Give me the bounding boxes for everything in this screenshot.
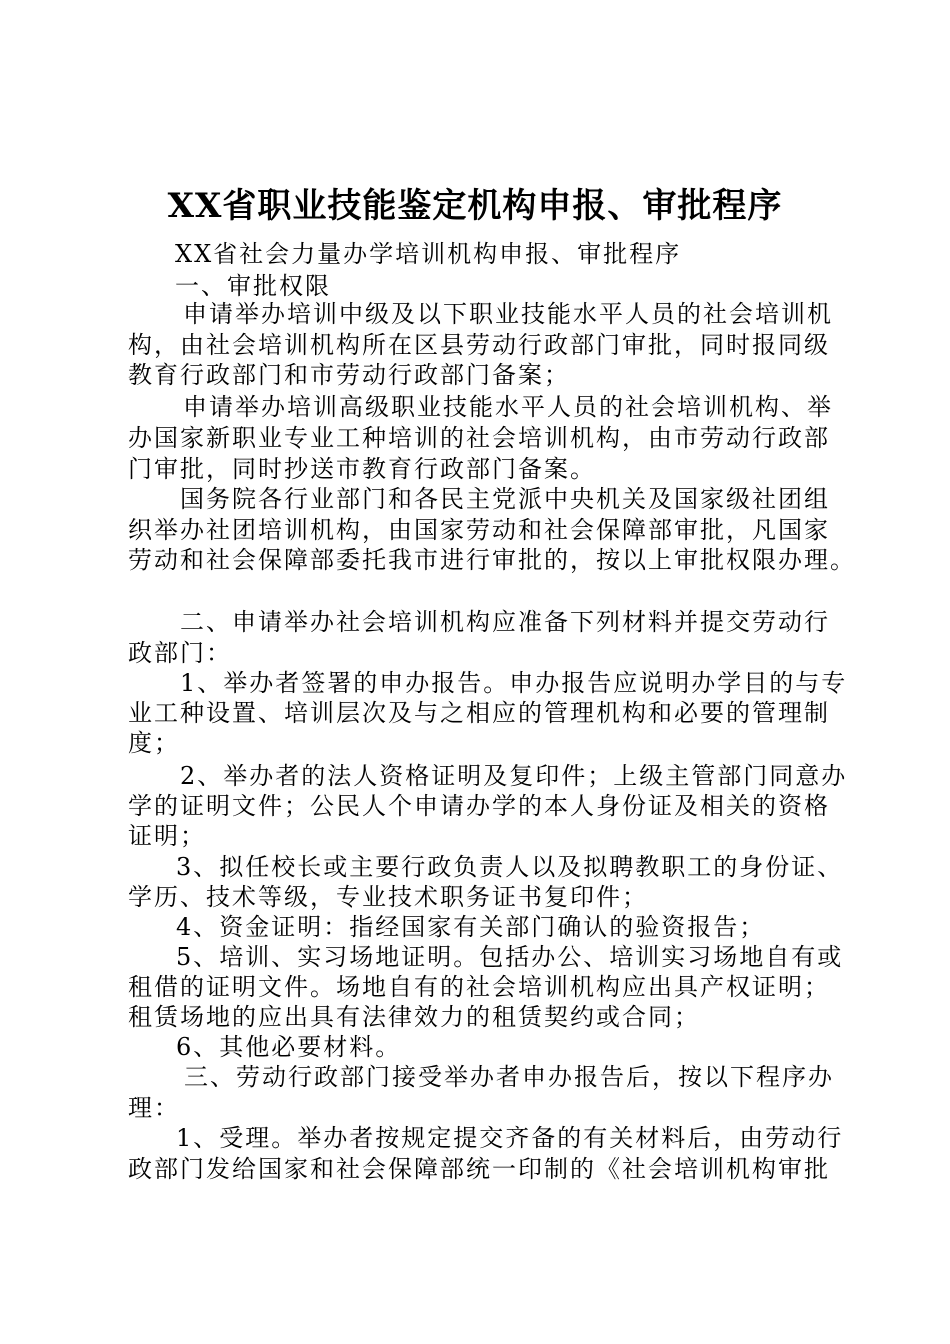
- paragraph-line: 租赁场地的应出具有法律效力的租赁契约或合同；: [128, 1003, 700, 1031]
- paragraph-line: 申请举办培训中级及以下职业技能水平人员的社会培训机: [183, 300, 833, 328]
- subtitle-line: XX省社会力量办学培训机构申报、审批程序: [175, 240, 682, 268]
- list-item: 1、举办者签署的申办报告。申办报告应说明办学目的与专: [180, 669, 848, 697]
- paragraph-line: 教育行政部门和市劳动行政部门备案；: [128, 361, 570, 389]
- list-item: 5、培训、实习场地证明。包括办公、培训实习场地自有或: [176, 943, 844, 971]
- paragraph-line: 构，由社会培训机构所在区县劳动行政部门审批，同时报同级: [128, 331, 830, 359]
- paragraph-line: 理：: [128, 1094, 180, 1122]
- paragraph-line: 证明；: [128, 822, 206, 850]
- section-heading: 二、申请举办社会培训机构应准备下列材料并提交劳动行: [180, 608, 830, 636]
- paragraph-line: 政部门发给国家和社会保障部统一印制的《社会培训机构审批: [128, 1155, 830, 1183]
- paragraph-line: 租借的证明文件。场地自有的社会培训机构应出具产权证明；: [128, 973, 830, 1001]
- paragraph-line: 学历、技术等级，专业技术职务证书复印件；: [128, 883, 648, 911]
- paragraph-line: 政部门：: [128, 639, 232, 667]
- paragraph-line: 学的证明文件；公民人个申请办学的本人身份证及相关的资格: [128, 792, 830, 820]
- paragraph-line: 劳动和社会保障部委托我市进行审批的，按以上审批权限办理。: [128, 546, 856, 574]
- paragraph-line: 门审批，同时抄送市教育行政部门备案。: [128, 455, 596, 483]
- list-item: 1、受理。举办者按规定提交齐备的有关材料后，由劳动行: [176, 1124, 844, 1152]
- paragraph-line: 国务院各行业部门和各民主党派中央机关及国家级社团组: [180, 485, 830, 513]
- section-heading: 一、审批权限: [175, 272, 331, 300]
- document-title: XX省职业技能鉴定机构申报、审批程序: [167, 186, 783, 226]
- list-item: 2、举办者的法人资格证明及复印件；上级主管部门同意办: [180, 762, 848, 790]
- list-item: 3、拟任校长或主要行政负责人以及拟聘教职工的身份证、: [176, 853, 844, 881]
- paragraph-line: 申请举办培训高级职业技能水平人员的社会培训机构、举: [183, 393, 833, 421]
- paragraph-line: 度；: [128, 729, 180, 757]
- list-item: 6、其他必要材料。: [176, 1033, 402, 1061]
- paragraph-line: 业工种设置、培训层次及与之相应的管理机构和必要的管理制: [128, 699, 830, 727]
- paragraph-line: 办国家新职业专业工种培训的社会培训机构，由市劳动行政部: [128, 424, 830, 452]
- section-heading: 三、劳动行政部门接受举办者申办报告后，按以下程序办: [184, 1063, 834, 1091]
- paragraph-line: 织举办社团培训机构，由国家劳动和社会保障部审批，凡国家: [128, 516, 830, 544]
- list-item: 4、资金证明：指经国家有关部门确认的验资报告；: [176, 913, 766, 941]
